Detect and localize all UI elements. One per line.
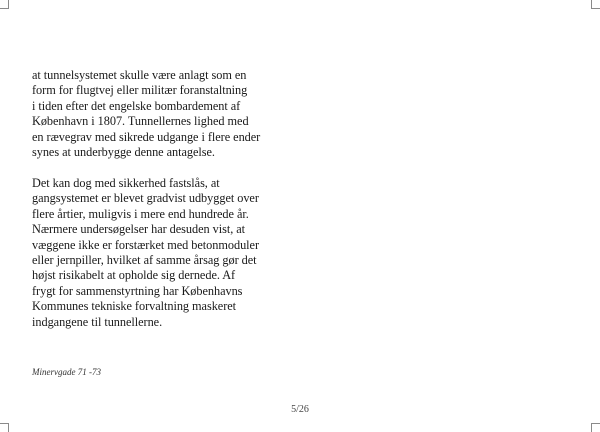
page-number: 5/26 [291, 404, 309, 415]
paragraph-1 [32, 68, 282, 160]
crop-mark-bottom-left-v [8, 423, 9, 432]
text-line: indgangene til tunnellerne. [32, 314, 163, 329]
text-line: København i 1807. Tunnellernes lighed med [32, 114, 249, 129]
crop-mark-top-right-v [591, 0, 592, 9]
text-line: gangsystemet er blevet gradvist udbygget over [32, 191, 259, 206]
text-line: synes at underbygge denne antagelse. [32, 145, 215, 160]
text-line: Kommunes tekniske forvaltning maskeret [32, 299, 237, 314]
text-line: Nærmere undersøgelser har desuden vist, at [32, 222, 246, 237]
paragraph-2 [32, 176, 282, 330]
crop-mark-top-left-v [8, 0, 9, 9]
text-line: i tiden efter det engelske bombardement af [32, 98, 241, 113]
crop-mark-top-right-h [591, 8, 600, 9]
crop-mark-bottom-right-h [591, 423, 600, 424]
text-line: frygt for sammenstyrtning har Københavns [32, 283, 243, 298]
body-text [32, 68, 282, 330]
text-line: væggene ikke er forstærket med betonmoduler [32, 237, 259, 252]
text-line: højst risikabelt at opholde sig dernede. Af [32, 268, 236, 283]
crop-mark-bottom-right-v [591, 423, 592, 432]
text-line: Det kan dog med sikkerhed fastslås, at [32, 176, 220, 191]
text-line: at tunnelsystemet skulle være anlagt som en [32, 68, 247, 82]
text-line: flere årtier, muligvis i mere end hundrede år. [32, 206, 249, 221]
text-line: form for flugtvej eller militær foranstaltning [32, 83, 248, 98]
text-line: en rævegrav med sikrede udgange i flere ender [32, 129, 261, 144]
text-line: eller jernpiller, hvilket af samme årsag gør det [32, 253, 257, 268]
image-caption: Minervgade 71 -73 [32, 367, 101, 377]
